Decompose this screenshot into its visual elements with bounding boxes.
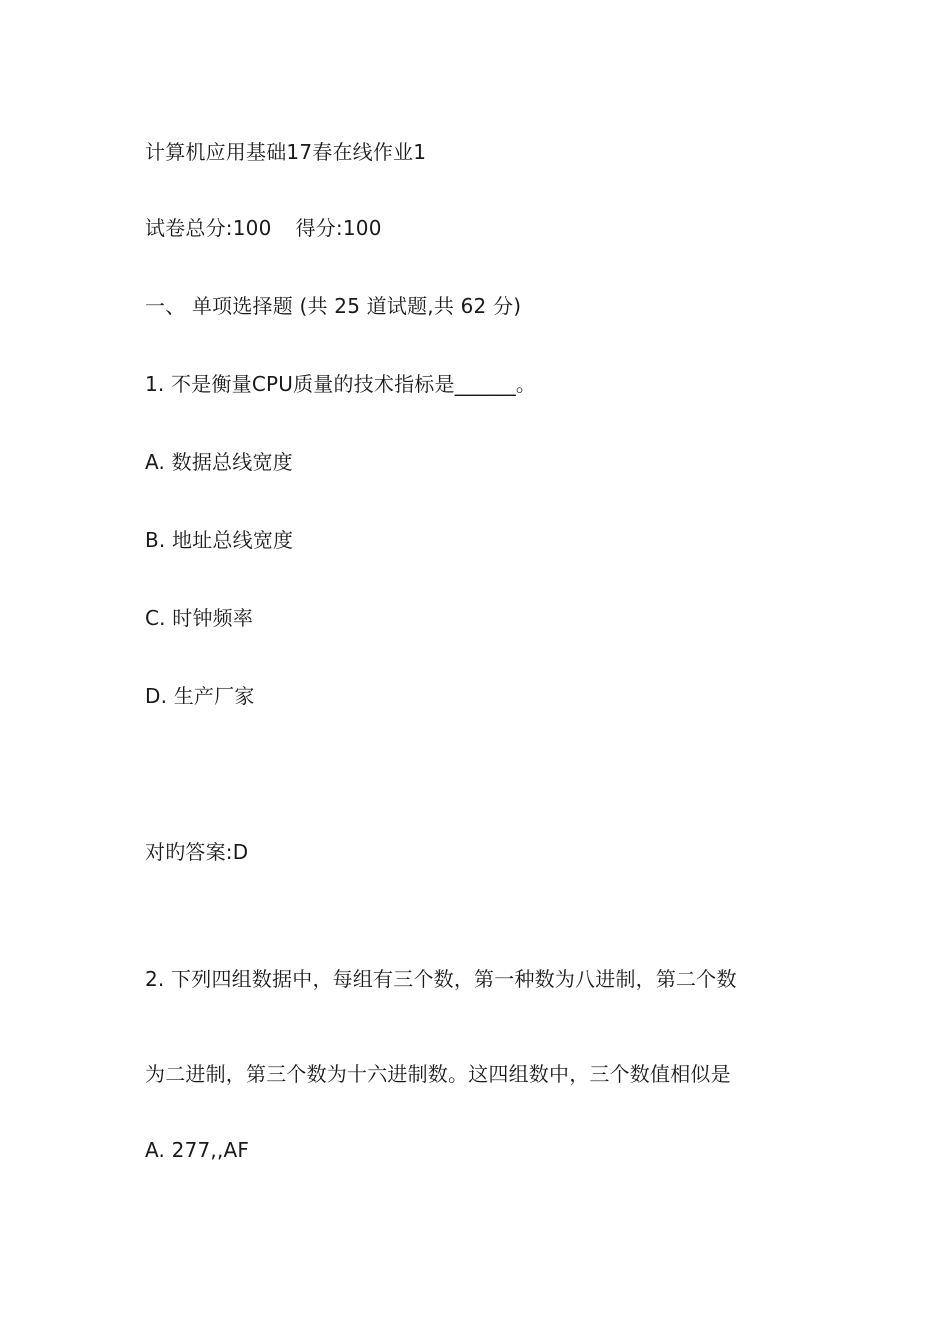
question-1-option-c: C. 时钟频率: [145, 606, 254, 630]
question-2-stem-line-2: 为二进制，第三个数为十六进制数。这四组数中，三个数值相似是: [145, 1062, 731, 1086]
score-obtained: 得分:100: [295, 216, 382, 240]
question-1-stem: 1. 不是衡量CPU质量的技术指标是______。: [145, 372, 537, 396]
question-2-option-a: A. 277,,AF: [145, 1138, 250, 1162]
question-1-option-b: B. 地址总线宽度: [145, 528, 294, 552]
question-1-option-a: A. 数据总线宽度: [145, 450, 293, 474]
section-heading: 一、 单项选择题 (共 25 道试题,共 62 分): [145, 294, 522, 318]
score-total: 试卷总分:100: [145, 216, 272, 240]
score-line: [145, 214, 382, 242]
document-title: 计算机应用基础17春在线作业1: [145, 140, 427, 164]
question-1-option-d: D. 生产厂家: [145, 684, 255, 708]
question-1-answer: 对旳答案:D: [145, 840, 249, 864]
question-2-stem-line-1: 2. 下列四组数据中，每组有三个数，第一种数为八进制，第二个数: [145, 967, 737, 991]
